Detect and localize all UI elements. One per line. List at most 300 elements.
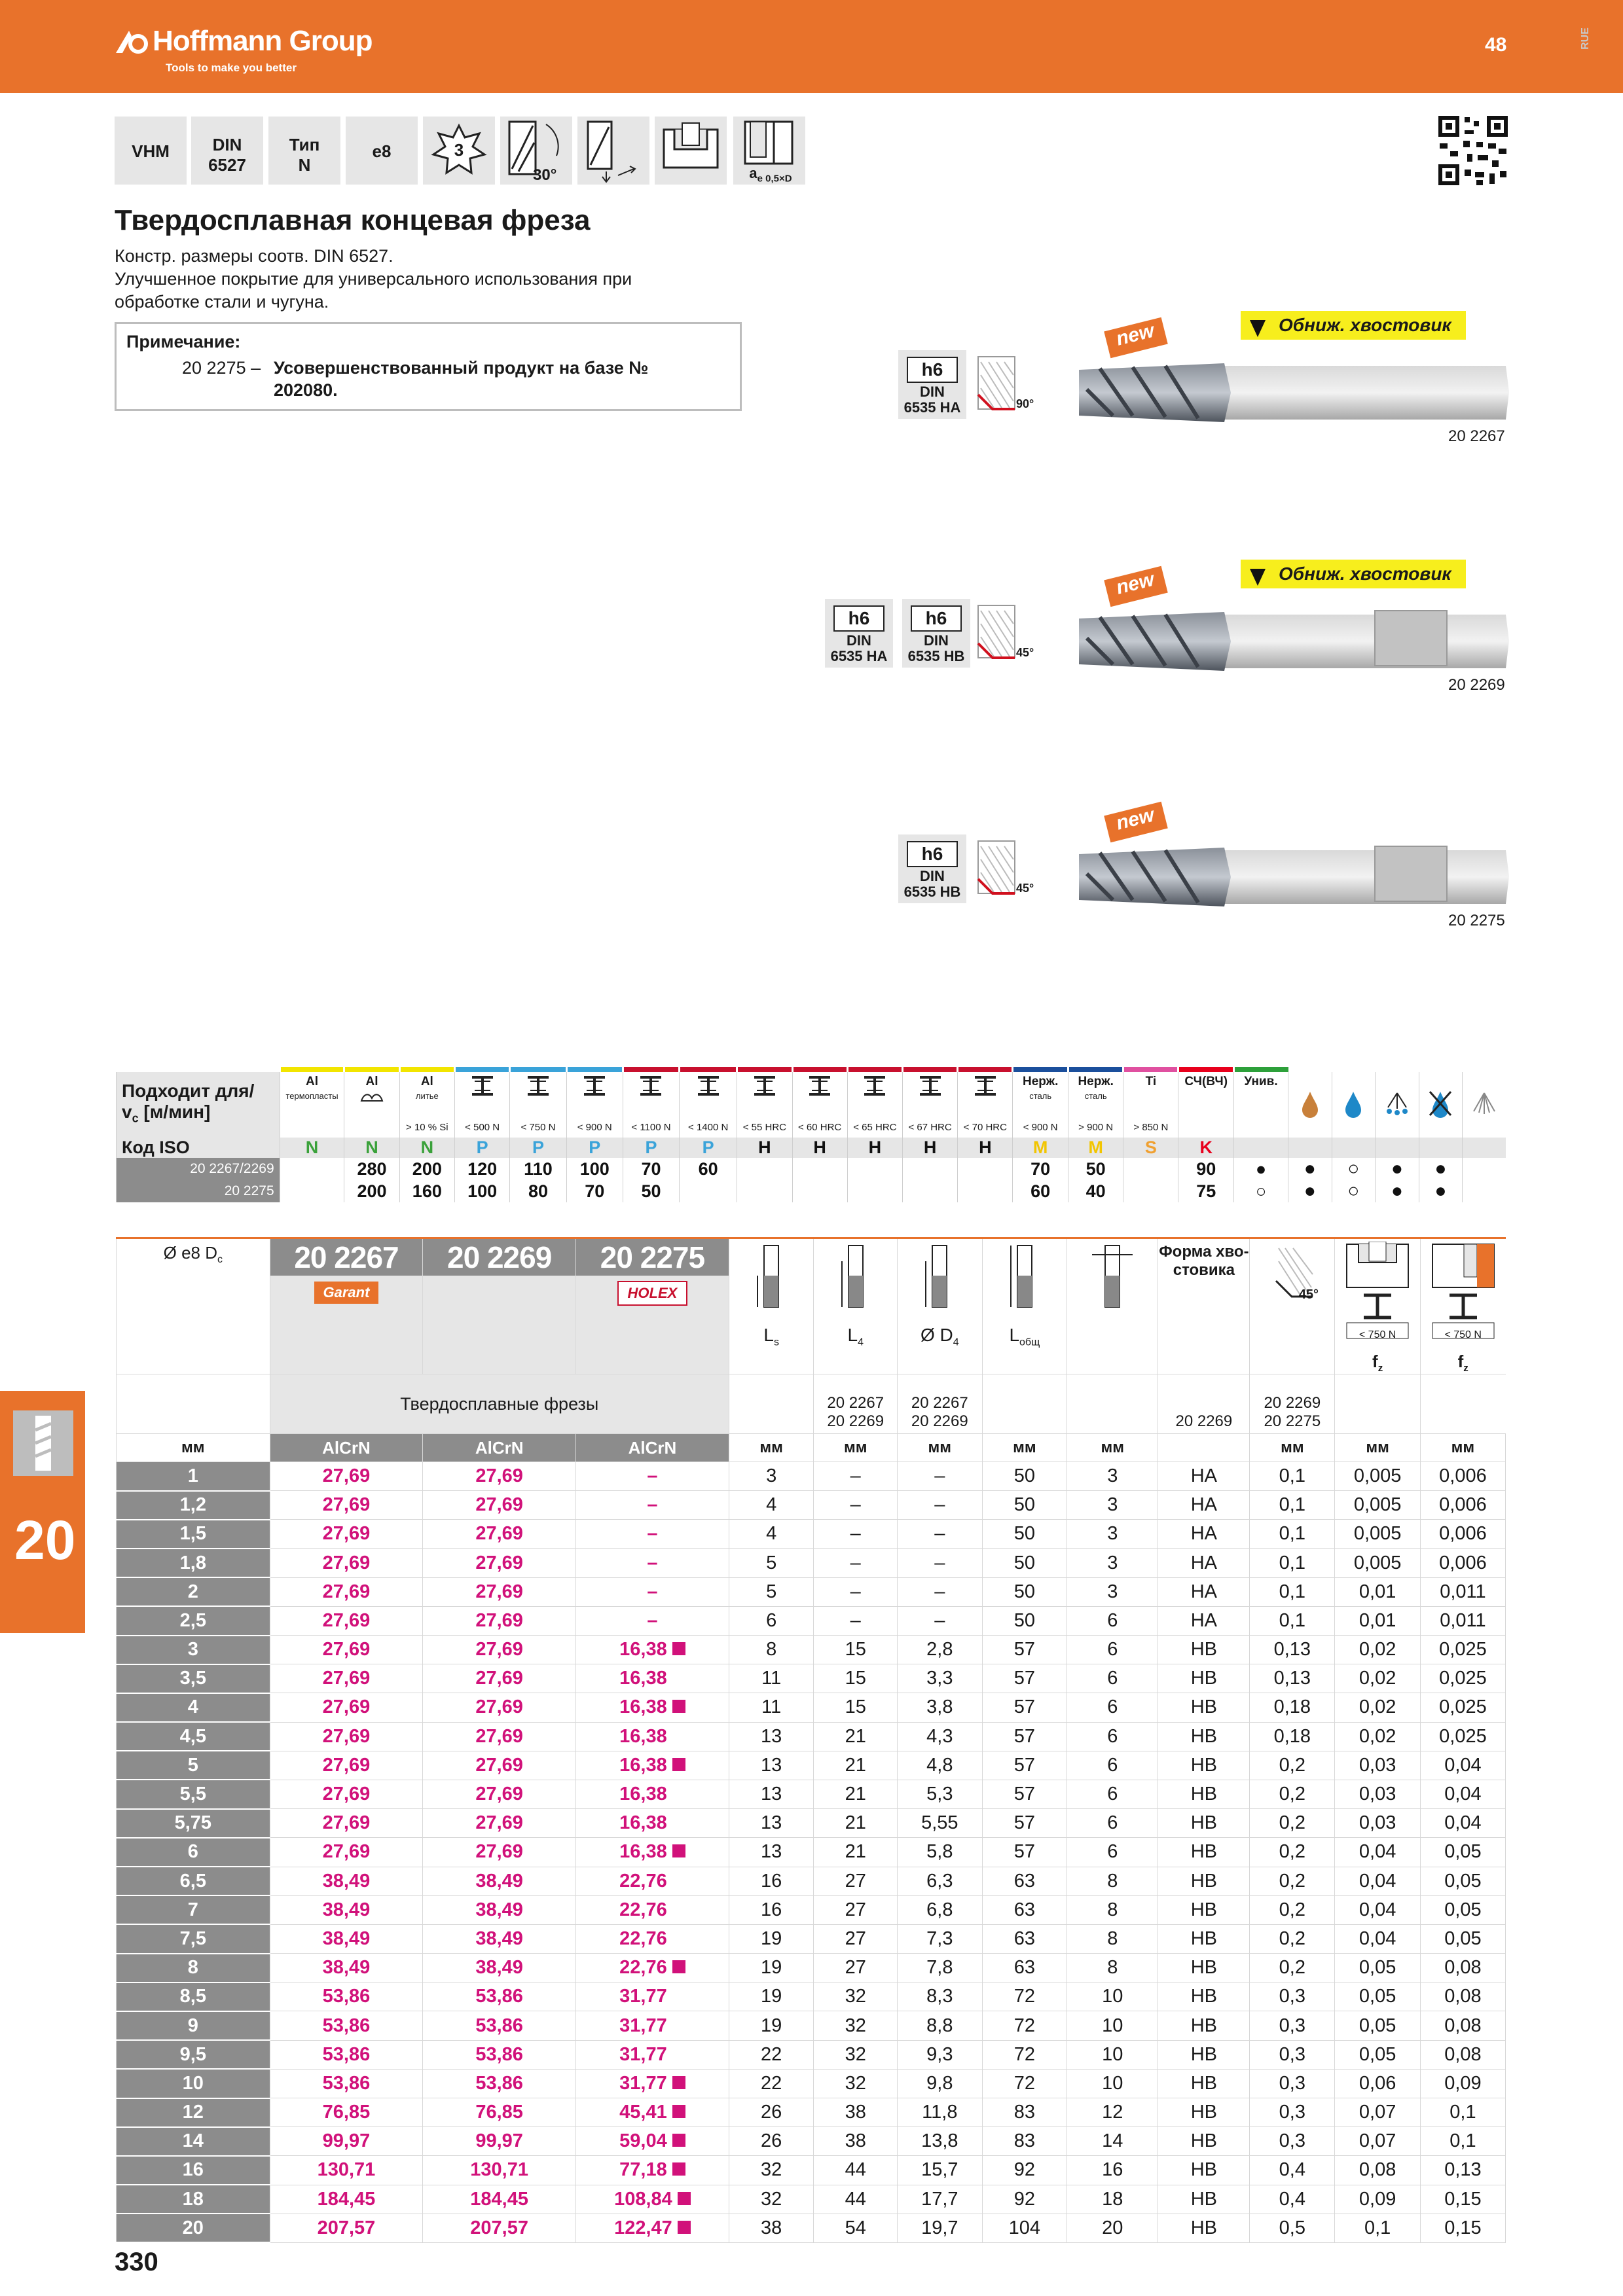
table-row[interactable] [117, 1491, 1506, 1520]
price-value: 27,69 [322, 1494, 371, 1516]
caption-sub: c [132, 1111, 139, 1125]
dim-header-row [117, 1238, 1506, 1374]
diameter: 12 [117, 2098, 270, 2127]
price-value: 27,69 [322, 1754, 371, 1776]
dimension-value: 50 [982, 1549, 1067, 1577]
badge-line: N [298, 155, 311, 175]
coolant-suitability: ● [1419, 1158, 1463, 1180]
price-value: 27,69 [475, 1841, 523, 1863]
material-color [623, 1067, 679, 1072]
cutting-speed [280, 1158, 344, 1180]
dimension-value: 0,04 [1335, 1895, 1421, 1924]
dimension-value: 21 [814, 1809, 898, 1838]
spacer [1419, 1067, 1463, 1072]
dimension-value: 3 [1067, 1577, 1158, 1606]
dimension-value: 5,55 [898, 1809, 983, 1838]
dimension-value: 63 [982, 1954, 1067, 1982]
dimension-value: 27 [814, 1924, 898, 1953]
product-ref-bar [576, 1239, 729, 1276]
price-value: 59,04 [619, 2130, 667, 2152]
price-value: 16,38 [619, 1696, 667, 1718]
material-color [958, 1067, 1013, 1072]
dimension-value: 3,8 [898, 1693, 983, 1722]
price-value: 27,69 [322, 1465, 371, 1487]
dimension-value: 0,006 [1420, 1549, 1505, 1577]
dimension-value: HB [1158, 1722, 1250, 1751]
spacer [117, 1067, 280, 1072]
dimension-value: 44 [814, 2156, 898, 2185]
steel-beam-icon [469, 1075, 496, 1097]
table-row[interactable] [117, 2011, 1506, 2040]
diameter: 2,5 [117, 1606, 270, 1635]
dim-label: Ø D [920, 1325, 953, 1345]
price [270, 1722, 423, 1751]
table-row[interactable] [117, 2214, 1506, 2242]
end-mill-image [1074, 592, 1512, 691]
chamfer-angle: 90° [1016, 397, 1034, 410]
table-row[interactable] [117, 1954, 1506, 1982]
price [575, 1693, 729, 1722]
dimension-value: 26 [729, 2098, 814, 2127]
dimension-value: 57 [982, 1809, 1067, 1838]
speed-caption [117, 1072, 280, 1138]
table-row[interactable] [117, 2069, 1506, 2098]
dimension-value: 0,1 [1250, 1462, 1335, 1491]
stock-marker-icon [672, 2076, 685, 2089]
price-value: 31,77 [619, 2072, 667, 2094]
material-head [680, 1072, 737, 1117]
dimension-l4-header [814, 1238, 898, 1374]
dimension-value: HA [1158, 1549, 1250, 1577]
brand-logo-box [576, 1276, 729, 1314]
price [575, 1577, 729, 1606]
material-limit [1234, 1117, 1288, 1138]
dimension-value: 32 [814, 1982, 898, 2011]
applicable-refs [1158, 1374, 1250, 1434]
diameter: 3,5 [117, 1664, 270, 1693]
price [423, 1809, 576, 1838]
price-value: 122,47 [614, 2217, 672, 2238]
price-value: 22,76 [619, 1957, 667, 1979]
dimension-value: HA [1158, 1491, 1250, 1520]
dimension-value: 11 [729, 1693, 814, 1722]
price-value: 27,69 [322, 1696, 371, 1718]
price [270, 1491, 423, 1520]
dimension-value: 72 [982, 2040, 1067, 2069]
price [423, 1924, 576, 1953]
dimension-value: 0,08 [1420, 2011, 1505, 2040]
badge-line: Тип [289, 135, 320, 154]
material-color [902, 1067, 957, 1072]
iso-code: H [958, 1138, 1013, 1158]
price [270, 1664, 423, 1693]
ref: 20 2269 [911, 1412, 968, 1431]
dimension-ls-icon [748, 1242, 794, 1320]
dimension-value: 11,8 [898, 2098, 983, 2127]
dimension-value: 0,01 [1335, 1577, 1421, 1606]
fz-label: f [1457, 1352, 1464, 1371]
dimension-value: 8 [1067, 1954, 1158, 1982]
material-color-row [117, 1067, 1506, 1072]
price-value: 38,49 [322, 1870, 371, 1892]
dimension-value: 0,1 [1420, 2098, 1505, 2127]
price [575, 1462, 729, 1491]
table-row[interactable] [117, 2156, 1506, 2185]
din-label: DIN [847, 632, 871, 649]
chamfer-angle: 45° [1016, 882, 1034, 895]
product-ref: 20 2275 [600, 1240, 705, 1274]
tolerance-h6: h6 [911, 605, 962, 632]
dimension-value: 0,05 [1335, 1982, 1421, 2011]
coating: AlCrN [270, 1434, 423, 1462]
steel-beam-icon [638, 1075, 664, 1097]
shank-form-header [1158, 1238, 1250, 1374]
price [270, 1809, 423, 1838]
material-limit: > 900 N [1068, 1117, 1123, 1138]
material-head [958, 1072, 1013, 1117]
coating: AlCrN [575, 1434, 729, 1462]
diameter: 2 [117, 1577, 270, 1606]
cutting-speed: 200 [399, 1158, 454, 1180]
dimension-value: 0,4 [1250, 2185, 1335, 2214]
spray-icon [1376, 1072, 1419, 1138]
dimension-value: HB [1158, 1954, 1250, 1982]
stock-marker-icon [672, 2134, 685, 2147]
dimension-value: 0,15 [1420, 2185, 1505, 2214]
price-value: 27,69 [475, 1494, 523, 1516]
badge-line: 6527 [208, 155, 246, 175]
dim-label: L [847, 1325, 858, 1345]
product-ref-bar [270, 1239, 423, 1276]
dimension-d4-icon [917, 1242, 962, 1320]
material-limit [280, 1117, 344, 1138]
dimension-value: 0,011 [1420, 1606, 1505, 1635]
din-tolerance-box [898, 834, 966, 903]
brand-logo-box [423, 1276, 575, 1314]
material-sub: сталь [1029, 1091, 1052, 1101]
material-name: Al [306, 1075, 318, 1088]
material-head-row [117, 1072, 1506, 1117]
price [575, 1924, 729, 1953]
din-standard: 6535 HB [903, 884, 961, 900]
dimension-value: 104 [982, 2214, 1067, 2242]
dimension-value: 32 [814, 2069, 898, 2098]
coolant-suitability: ● [1376, 1158, 1419, 1180]
iso-code: N [344, 1138, 399, 1158]
dimension-value: 19 [729, 1982, 814, 2011]
dimension-value: HB [1158, 1693, 1250, 1722]
material-head [902, 1072, 957, 1117]
iso-code: S [1123, 1138, 1178, 1158]
dimension-value: 13 [729, 1780, 814, 1808]
dimension-value: HB [1158, 1780, 1250, 1808]
dimension-value: 7,3 [898, 1924, 983, 1953]
dimension-value: – [814, 1520, 898, 1549]
material-color [455, 1067, 510, 1072]
dim-sub: 4 [858, 1336, 864, 1348]
tolerance-h6: h6 [907, 357, 958, 383]
material-head [280, 1072, 344, 1117]
dimension-value: 8 [729, 1636, 814, 1664]
price-value: 76,85 [322, 2102, 371, 2123]
diameter: 5,5 [117, 1780, 270, 1808]
unit: мм [1420, 1434, 1505, 1462]
dimension-value: HB [1158, 2040, 1250, 2069]
dimension-value: 10 [1067, 2040, 1158, 2069]
price-value: 38,49 [322, 1957, 371, 1979]
diameter: 1,8 [117, 1549, 270, 1577]
price [270, 1693, 423, 1722]
table-row[interactable] [117, 1722, 1506, 1751]
dimension-value: 63 [982, 1867, 1067, 1895]
dimension-value: 0,025 [1420, 1693, 1505, 1722]
feed-material-limit: < 750 N [1359, 1329, 1396, 1340]
end-mill-image [1074, 344, 1512, 442]
table-row[interactable] [117, 1751, 1506, 1780]
dimension-value: 0,02 [1335, 1722, 1421, 1751]
table-row[interactable] [117, 1606, 1506, 1635]
price-value: 27,69 [322, 1784, 371, 1805]
table-row[interactable] [117, 1549, 1506, 1577]
dimension-value: HB [1158, 1895, 1250, 1924]
iso-code: K [1178, 1138, 1234, 1158]
dimension-value: 0,5 [1250, 2214, 1335, 2242]
dimension-value: 0,18 [1250, 1693, 1335, 1722]
table-row[interactable] [117, 1693, 1506, 1722]
material-color [737, 1067, 792, 1072]
ref: 20 2267 [911, 1394, 968, 1412]
price [270, 2127, 423, 2156]
table-row[interactable] [117, 1577, 1506, 1606]
order-number: 20 2267 [1448, 427, 1505, 445]
applicable-refs [1250, 1374, 1335, 1434]
material-head [1013, 1072, 1068, 1117]
stock-marker-icon [672, 1700, 685, 1713]
dimension-value: 0,04 [1335, 1838, 1421, 1867]
dimension-value: HB [1158, 1867, 1250, 1895]
stock-marker-icon [672, 1758, 685, 1771]
dimension-value: 0,05 [1420, 1895, 1505, 1924]
dimension-value: 0,04 [1420, 1780, 1505, 1808]
table-row[interactable] [117, 1867, 1506, 1895]
dimension-value: – [898, 1462, 983, 1491]
material-name: Унив. [1244, 1075, 1278, 1088]
dimension-value: HB [1158, 2069, 1250, 2098]
diameter: 7,5 [117, 1924, 270, 1953]
price-value: 184,45 [317, 2188, 376, 2210]
price [270, 1838, 423, 1867]
table-row[interactable] [117, 1924, 1506, 1953]
dimension-value: 5 [729, 1577, 814, 1606]
price-value: 27,69 [322, 1668, 371, 1689]
dimension-value: 19 [729, 2011, 814, 2040]
ref: 20 2269 [1175, 1412, 1233, 1431]
dimension-value: 10 [1067, 2011, 1158, 2040]
dimension-value: 6 [1067, 1780, 1158, 1808]
stock-marker-icon [672, 1844, 685, 1857]
table-row[interactable] [117, 1636, 1506, 1664]
ref: 20 2269 [827, 1412, 884, 1431]
price [423, 1867, 576, 1895]
material-sub: сталь [1084, 1091, 1107, 1101]
caption-line [122, 1102, 280, 1129]
stock-marker-icon [678, 2221, 691, 2234]
spacer [1288, 1138, 1332, 1158]
material-head [1123, 1072, 1178, 1117]
price-value: 76,85 [475, 2102, 523, 2123]
stock-marker-icon [672, 1642, 685, 1655]
din-standard: 6535 HA [903, 399, 961, 416]
dimension-value: 50 [982, 1577, 1067, 1606]
dimension-ltot-icon [1002, 1242, 1048, 1320]
dimension-value: 0,3 [1250, 2011, 1335, 2040]
diameter: 4,5 [117, 1722, 270, 1751]
chamfer-angle-icon [977, 355, 1019, 413]
brand-logo [115, 25, 373, 58]
dimension-value: 0,011 [1420, 1577, 1505, 1606]
dimension-value: 4,8 [898, 1751, 983, 1780]
iso-code: H [737, 1138, 792, 1158]
table-row[interactable] [117, 1520, 1506, 1549]
price-value: 22,76 [619, 1870, 667, 1892]
product-header [575, 1238, 729, 1374]
cutting-speed: 100 [455, 1180, 510, 1202]
dimension-value: HB [1158, 2185, 1250, 2214]
dimension-value: 3 [1067, 1549, 1158, 1577]
dimension-value: 5,3 [898, 1780, 983, 1808]
price-value: 27,69 [475, 1609, 523, 1631]
dimension-value: 27 [814, 1954, 898, 1982]
steel-beam-icon [752, 1075, 778, 1097]
table-row[interactable] [117, 2185, 1506, 2214]
material-head [792, 1072, 847, 1117]
dimension-value: – [898, 1491, 983, 1520]
table-row[interactable] [117, 2040, 1506, 2069]
dimension-value: 0,05 [1420, 1867, 1505, 1895]
dimension-value: 50 [982, 1462, 1067, 1491]
price [423, 2040, 576, 2069]
dimension-value: – [814, 1491, 898, 1520]
dimension-value: – [814, 1462, 898, 1491]
shank-form-label: стовика [1173, 1261, 1235, 1279]
cutting-speed: 100 [566, 1158, 623, 1180]
table-row[interactable] [117, 1780, 1506, 1808]
price [270, 1954, 423, 1982]
description-line: обработке стали и чугуна. [115, 292, 329, 312]
price-value: 31,77 [619, 2015, 667, 2036]
table-row[interactable] [117, 1462, 1506, 1491]
material-head [399, 1072, 454, 1117]
dimension-value: 83 [982, 2098, 1067, 2127]
dimension-price-table [116, 1237, 1506, 2243]
price-value: 130,71 [470, 2159, 528, 2181]
shank-diameter-icon [1089, 1242, 1135, 1320]
dimension-value: 0,18 [1250, 1722, 1335, 1751]
product-header [270, 1238, 423, 1374]
price-value: – [647, 1523, 658, 1545]
dimension-value: 0,08 [1420, 2040, 1505, 2069]
caption-unit: [м/мин] [138, 1102, 211, 1122]
dimension-value: 54 [814, 2214, 898, 2242]
price [270, 1636, 423, 1664]
iso-code: P [510, 1138, 566, 1158]
unit: мм [814, 1434, 898, 1462]
table-row[interactable] [117, 1982, 1506, 2011]
steel-beam-icon [972, 1075, 998, 1097]
material-color [344, 1067, 399, 1072]
price-value: 27,69 [475, 1465, 523, 1487]
qr-code-icon[interactable] [1437, 115, 1509, 187]
dimension-value: 0,07 [1335, 2098, 1421, 2127]
dimension-value: HA [1158, 1606, 1250, 1635]
price-value: 27,69 [322, 1639, 371, 1660]
table-row[interactable] [117, 1664, 1506, 1693]
table-row[interactable] [117, 1809, 1506, 1838]
dimension-value: HB [1158, 1751, 1250, 1780]
price [575, 2214, 729, 2242]
diameter: 20 [117, 2214, 270, 2242]
reduced-shank-label: Обниж. хвостовик [1241, 560, 1466, 588]
material-head [847, 1072, 902, 1117]
price [423, 2011, 576, 2040]
unit: мм [1250, 1434, 1335, 1462]
dimension-value: 21 [814, 1751, 898, 1780]
price-value: 22,76 [619, 1928, 667, 1949]
iso-code: M [1013, 1138, 1068, 1158]
diameter: 8 [117, 1954, 270, 1982]
speed-row-label: 20 2275 [117, 1180, 280, 1202]
price [423, 1693, 576, 1722]
table-row[interactable] [117, 2098, 1506, 2127]
spacer [1463, 1158, 1506, 1180]
material-head [510, 1072, 566, 1117]
dimension-value: HB [1158, 1838, 1250, 1867]
price [270, 1549, 423, 1577]
page-header [0, 0, 1623, 93]
price [270, 1577, 423, 1606]
feed-per-tooth-label [1335, 1352, 1420, 1374]
table-row[interactable] [117, 1838, 1506, 1867]
language-code: RUE [1579, 27, 1591, 50]
price-value: – [647, 1581, 658, 1602]
price [575, 2127, 729, 2156]
dimension-value: 27 [814, 1895, 898, 1924]
speed-row [117, 1158, 1506, 1180]
price-value: 184,45 [470, 2188, 528, 2210]
dimension-value: 0,006 [1420, 1462, 1505, 1491]
chapter-tab [0, 1391, 85, 1633]
coolant-suitability: ● [1288, 1158, 1332, 1180]
price [270, 1867, 423, 1895]
table-row[interactable] [117, 1895, 1506, 1924]
dimension-value: 0,03 [1335, 1780, 1421, 1808]
price-value: 53,86 [322, 2043, 371, 2065]
price [423, 1780, 576, 1808]
price-value: 27,69 [475, 1725, 523, 1747]
cutting-speed: 70 [566, 1180, 623, 1202]
dim-sub: общ [1019, 1336, 1040, 1348]
steel-beam-icon [807, 1075, 833, 1097]
price-value: 27,69 [322, 1609, 371, 1631]
spacer [1332, 1138, 1376, 1158]
table-row[interactable] [117, 2127, 1506, 2156]
applicable-refs [814, 1374, 898, 1434]
price [423, 1664, 576, 1693]
dimension-value: 32 [729, 2156, 814, 2185]
stock-marker-icon [672, 1960, 685, 1973]
price-value: 27,69 [322, 1523, 371, 1545]
price [575, 2011, 729, 2040]
